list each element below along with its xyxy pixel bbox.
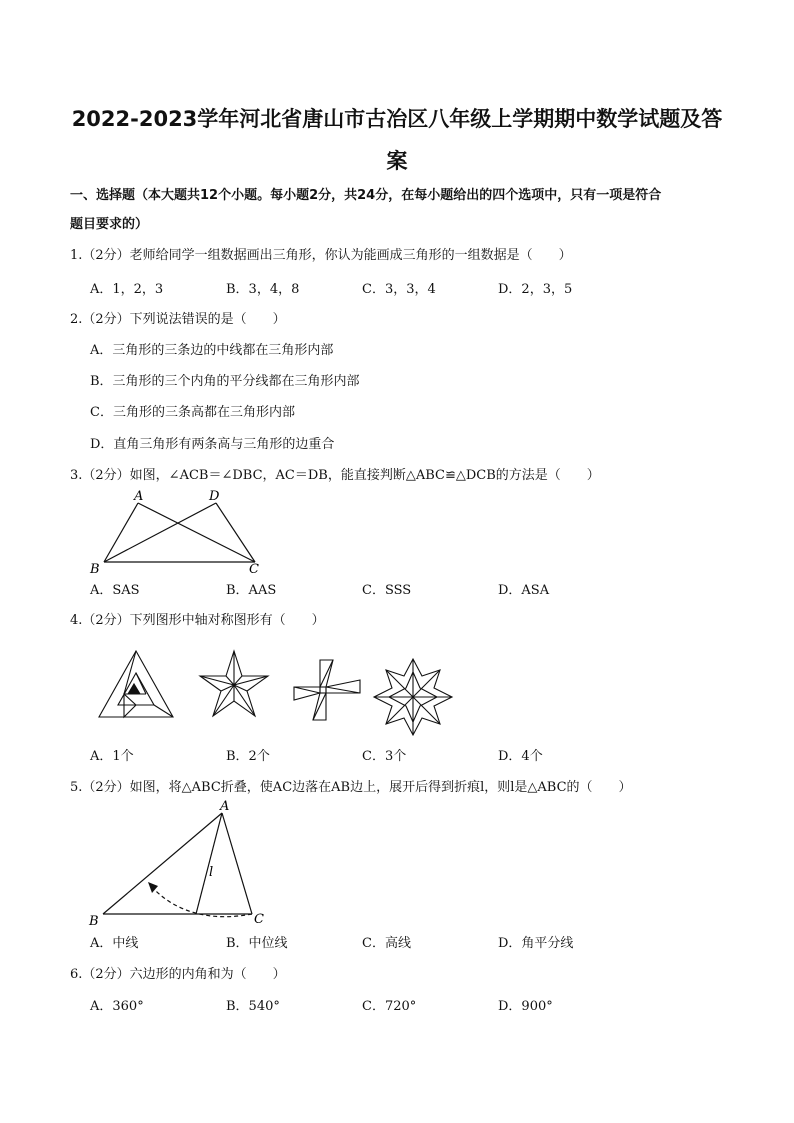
q2-option-c[interactable]: C．三角形的三条高都在三角形内部	[90, 405, 295, 420]
q5-label-a: A	[220, 799, 230, 814]
q3-label-d: D	[209, 489, 220, 504]
doc-title-line2: 案	[386, 149, 408, 173]
q5-option-c[interactable]: C．高线	[362, 936, 411, 951]
q4-option-d[interactable]: D．4个	[498, 749, 543, 764]
q6-option-c[interactable]: C．720°	[362, 999, 417, 1014]
q5-label-c: C	[254, 912, 264, 927]
q6-option-a[interactable]: A．360°	[90, 999, 144, 1014]
q1-option-d[interactable]: D．2，3，5	[498, 282, 573, 297]
q5-option-b[interactable]: B．中位线	[226, 936, 288, 951]
q5-stem: 5.（2分）如图，将△ABC折叠，使AC边落在AB边上，展开后得到折痕l，则l是△ABC的（ ）	[70, 780, 632, 795]
q3-option-c[interactable]: C．SSS	[362, 583, 412, 598]
q3-label-a: A	[134, 489, 144, 504]
q5-crease-line	[196, 813, 222, 914]
q5-option-d[interactable]: D．角平分线	[498, 936, 574, 951]
q5-label-b: B	[89, 914, 99, 929]
q3-label-c: C	[249, 562, 259, 577]
q3-option-a[interactable]: A．SAS	[90, 583, 140, 598]
q3-option-b[interactable]: B．AAS	[226, 583, 277, 598]
q3-stem: 3.（2分）如图，∠ACB＝∠DBC，AC＝DB，能直接判断△ABC≌△DCB的方法是（ ）	[70, 468, 600, 483]
q4-option-b[interactable]: B．2个	[226, 749, 270, 764]
q5-segment-ac	[222, 813, 252, 914]
q4-stem: 4.（2分）下列图形中轴对称图形有（ ）	[70, 613, 325, 628]
q2-option-b[interactable]: B．三角形的三个内角的平分线都在三角形内部	[90, 374, 360, 389]
q2-option-a[interactable]: A．三角形的三条边的中线都在三角形内部	[90, 343, 334, 358]
q5-segment-ab	[103, 813, 222, 914]
section-heading-line1: 一、选择题（本大题共12个小题。每小题2分，共24分，在每小题给出的四个选项中，只有一项是符合	[70, 188, 662, 203]
q6-stem: 6.（2分）六边形的内角和为（ ）	[70, 967, 286, 982]
q5-option-a[interactable]: A．中线	[90, 936, 139, 951]
q3-label-b: B	[90, 562, 100, 577]
q1-option-a[interactable]: A．1，2，3	[90, 282, 164, 297]
q2-stem: 2.（2分）下列说法错误的是（ ）	[70, 312, 286, 327]
q5-label-l: l	[209, 865, 214, 880]
q1-option-c[interactable]: C．3，3，4	[362, 282, 436, 297]
q5-arrowhead-icon	[148, 882, 158, 893]
q6-option-b[interactable]: B．540°	[226, 999, 280, 1014]
doc-title-line1: 2022-2023学年河北省唐山市古冶区八年级上学期期中数学试题及答	[71, 107, 723, 131]
q6-option-d[interactable]: D．900°	[498, 999, 553, 1014]
q1-option-b[interactable]: B．3，4，8	[226, 282, 300, 297]
q4-option-a[interactable]: A．1个	[90, 749, 134, 764]
q3-option-d[interactable]: D．ASA	[498, 583, 550, 598]
q1-stem: 1.（2分）老师给同学一组数据画出三角形，你认为能画成三角形的一组数据是（ ）	[70, 248, 572, 263]
q4-option-c[interactable]: C．3个	[362, 749, 407, 764]
q2-option-d[interactable]: D．直角三角形有两条高与三角形的边重合	[90, 437, 335, 452]
section-heading-line2: 题目要求的）	[70, 217, 149, 232]
